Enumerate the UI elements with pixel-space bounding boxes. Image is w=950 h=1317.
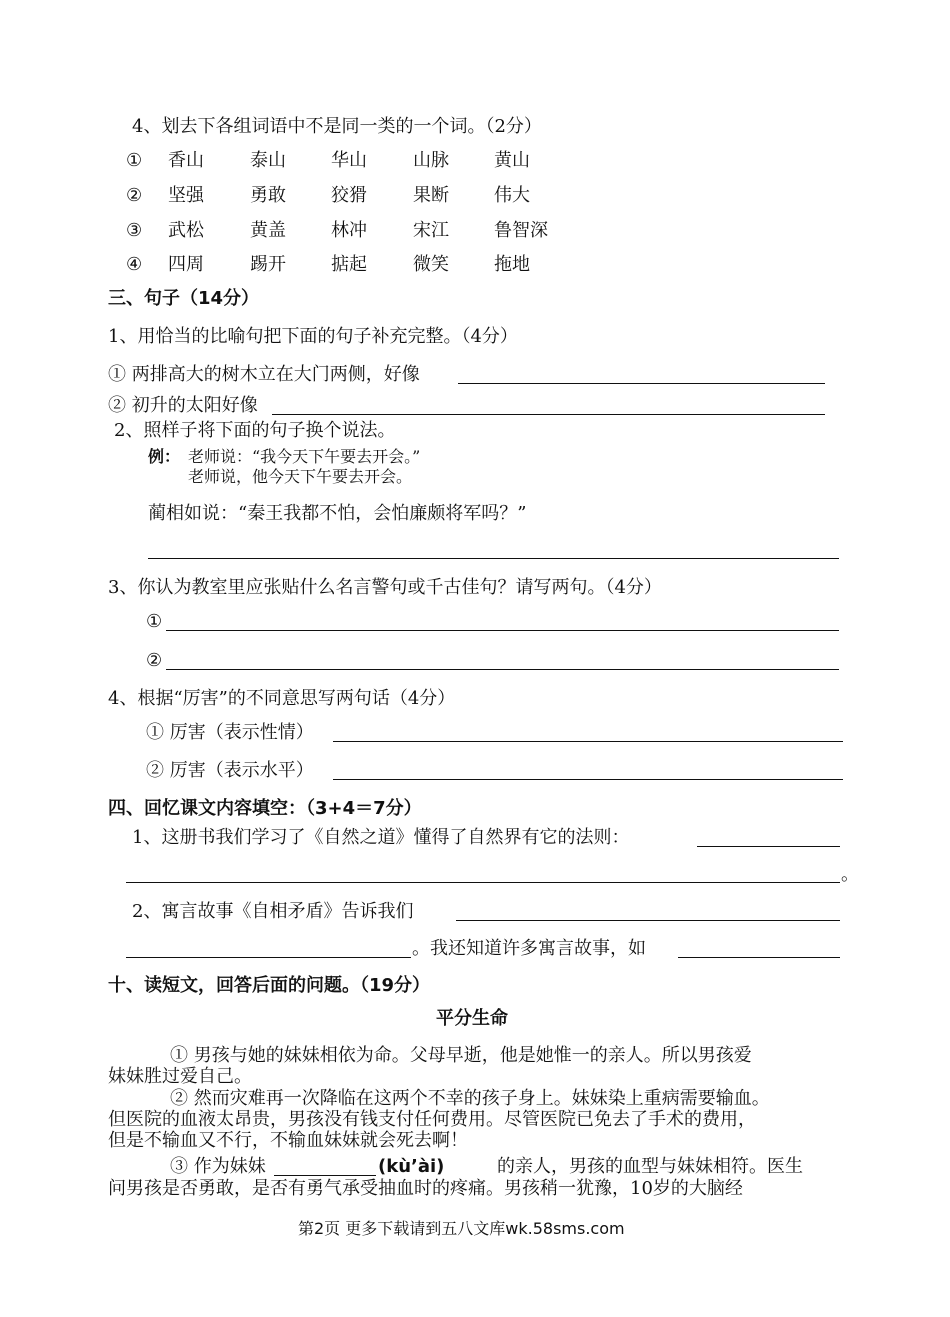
sec3-q4-prompt: 4、根据“厉害”的不同意思写两句话（4分） xyxy=(108,688,456,709)
word: 宋江 xyxy=(413,220,449,241)
sec4-q1-answer-line-2[interactable] xyxy=(126,882,840,883)
row-number: ④ xyxy=(126,254,143,275)
story-paragraph-3a-pre: ③ 作为妹妹 xyxy=(170,1156,266,1177)
sec4-q1-end-mark: 。 xyxy=(841,864,859,885)
sec3-q2-answer-line[interactable] xyxy=(148,558,839,559)
word: 华山 xyxy=(331,150,367,171)
question-4-prompt: 4、划去下各组词语中不是同一类的一个词。（2分） xyxy=(132,116,542,137)
sec3-q1-prompt: 1、用恰当的比喻句把下面的句子补充完整。（4分） xyxy=(108,326,518,347)
word: 四周 xyxy=(168,254,204,275)
sec4-q2-answer-line-2[interactable] xyxy=(126,957,411,958)
sec3-q4b-answer-line[interactable] xyxy=(333,779,843,780)
sec4-q2-mid-text: 。我还知道许多寓言故事，如 xyxy=(412,938,646,959)
page-footer: 第2页 更多下载请到五八文库wk.58sms.com xyxy=(298,1219,625,1238)
sec3-q1a-answer-line[interactable] xyxy=(458,383,825,384)
example-label: 例： xyxy=(148,447,181,466)
story-paragraph-1b: 妹妹胜过爱自己。 xyxy=(108,1066,252,1087)
sec3-q2-task: 蔺相如说：“秦王我都不怕，会怕廉颇将军吗？” xyxy=(148,503,527,524)
word: 微笑 xyxy=(413,254,449,275)
sec3-q3a-num: ① xyxy=(146,611,163,632)
example-sentence-1: 老师说：“我今天下午要去开会。” xyxy=(188,447,421,466)
sec4-q2-answer-line-1[interactable] xyxy=(456,920,840,921)
sec3-q4a-text: ① 厉害（表示性情） xyxy=(146,722,314,743)
word: 伟大 xyxy=(494,185,530,206)
story-title: 平分生命 xyxy=(436,1008,508,1029)
story-paragraph-2c: 但是不输血又不行，不输血妹妹就会死去啊！ xyxy=(108,1130,468,1151)
story-paragraph-2b: 但医院的血液太昂贵，男孩没有钱支付任何费用。尽管医院已免去了手术的费用， xyxy=(108,1109,756,1130)
sec3-q3-prompt: 3、你认为教室里应张贴什么名言警句或千古佳句？请写两句。（4分） xyxy=(108,577,662,598)
story-paragraph-3b: 问男孩是否勇敢，是否有勇气承受抽血时的疼痛。男孩稍一犹豫，10岁的大脑经 xyxy=(108,1178,743,1199)
word: 果断 xyxy=(413,185,449,206)
sec3-q3a-answer-line[interactable] xyxy=(166,630,839,631)
section-4-title: 四、回忆课文内容填空：（3+4＝7分） xyxy=(108,798,422,819)
section-3-title: 三、句子（14分） xyxy=(108,288,260,309)
pinyin-hint: (kù’ài) xyxy=(378,1156,445,1177)
word: 鲁智深 xyxy=(494,220,548,241)
story-paragraph-2a: ② 然而灾难再一次降临在这两个不幸的孩子身上。妹妹染上重病需要输血。 xyxy=(170,1088,770,1109)
sec3-q2-prompt: 2、照样子将下面的句子换个说法。 xyxy=(114,420,396,441)
sec3-q3b-num: ② xyxy=(146,650,163,671)
word: 狡猾 xyxy=(331,185,367,206)
word: 勇敢 xyxy=(250,185,286,206)
sec3-q4a-answer-line[interactable] xyxy=(333,741,843,742)
word: 掂起 xyxy=(331,254,367,275)
sec4-q2-prompt: 2、寓言故事《自相矛盾》告诉我们 xyxy=(132,901,414,922)
word: 黄山 xyxy=(494,150,530,171)
sec4-q1-answer-line-1[interactable] xyxy=(697,846,840,847)
word: 泰山 xyxy=(250,150,286,171)
sec3-q4b-text: ② 厉害（表示水平） xyxy=(146,760,314,781)
story-paragraph-1a: ① 男孩与她的妹妹相依为命。父母早逝，他是她惟一的亲人。所以男孩爱 xyxy=(170,1045,752,1066)
row-number: ① xyxy=(126,150,143,171)
word: 山脉 xyxy=(413,150,449,171)
word: 踢开 xyxy=(250,254,286,275)
story-paragraph-3a-post: 的亲人，男孩的血型与妹妹相符。医生 xyxy=(497,1156,803,1177)
word: 武松 xyxy=(168,220,204,241)
sec3-q1b-text: ② 初升的太阳好像 xyxy=(108,395,258,416)
word: 香山 xyxy=(168,150,204,171)
sec3-q1a-text: ① 两排高大的树木立在大门两侧，好像 xyxy=(108,364,420,385)
sec3-q3b-answer-line[interactable] xyxy=(166,669,839,670)
example-sentence-2: 老师说，他今天下午要去开会。 xyxy=(188,467,413,486)
pinyin-answer-line[interactable] xyxy=(274,1175,376,1176)
section-10-title: 十、读短文，回答后面的问题。（19分） xyxy=(108,975,431,996)
word: 坚强 xyxy=(168,185,204,206)
word: 黄盖 xyxy=(250,220,286,241)
sec4-q1-prompt: 1、这册书我们学习了《自然之道》懂得了自然界有它的法则： xyxy=(132,827,630,848)
word: 林冲 xyxy=(331,220,367,241)
word: 拖地 xyxy=(494,254,530,275)
sec4-q2-answer-line-3[interactable] xyxy=(678,957,840,958)
row-number: ② xyxy=(126,185,143,206)
sec3-q1b-answer-line[interactable] xyxy=(272,414,825,415)
row-number: ③ xyxy=(126,220,143,241)
